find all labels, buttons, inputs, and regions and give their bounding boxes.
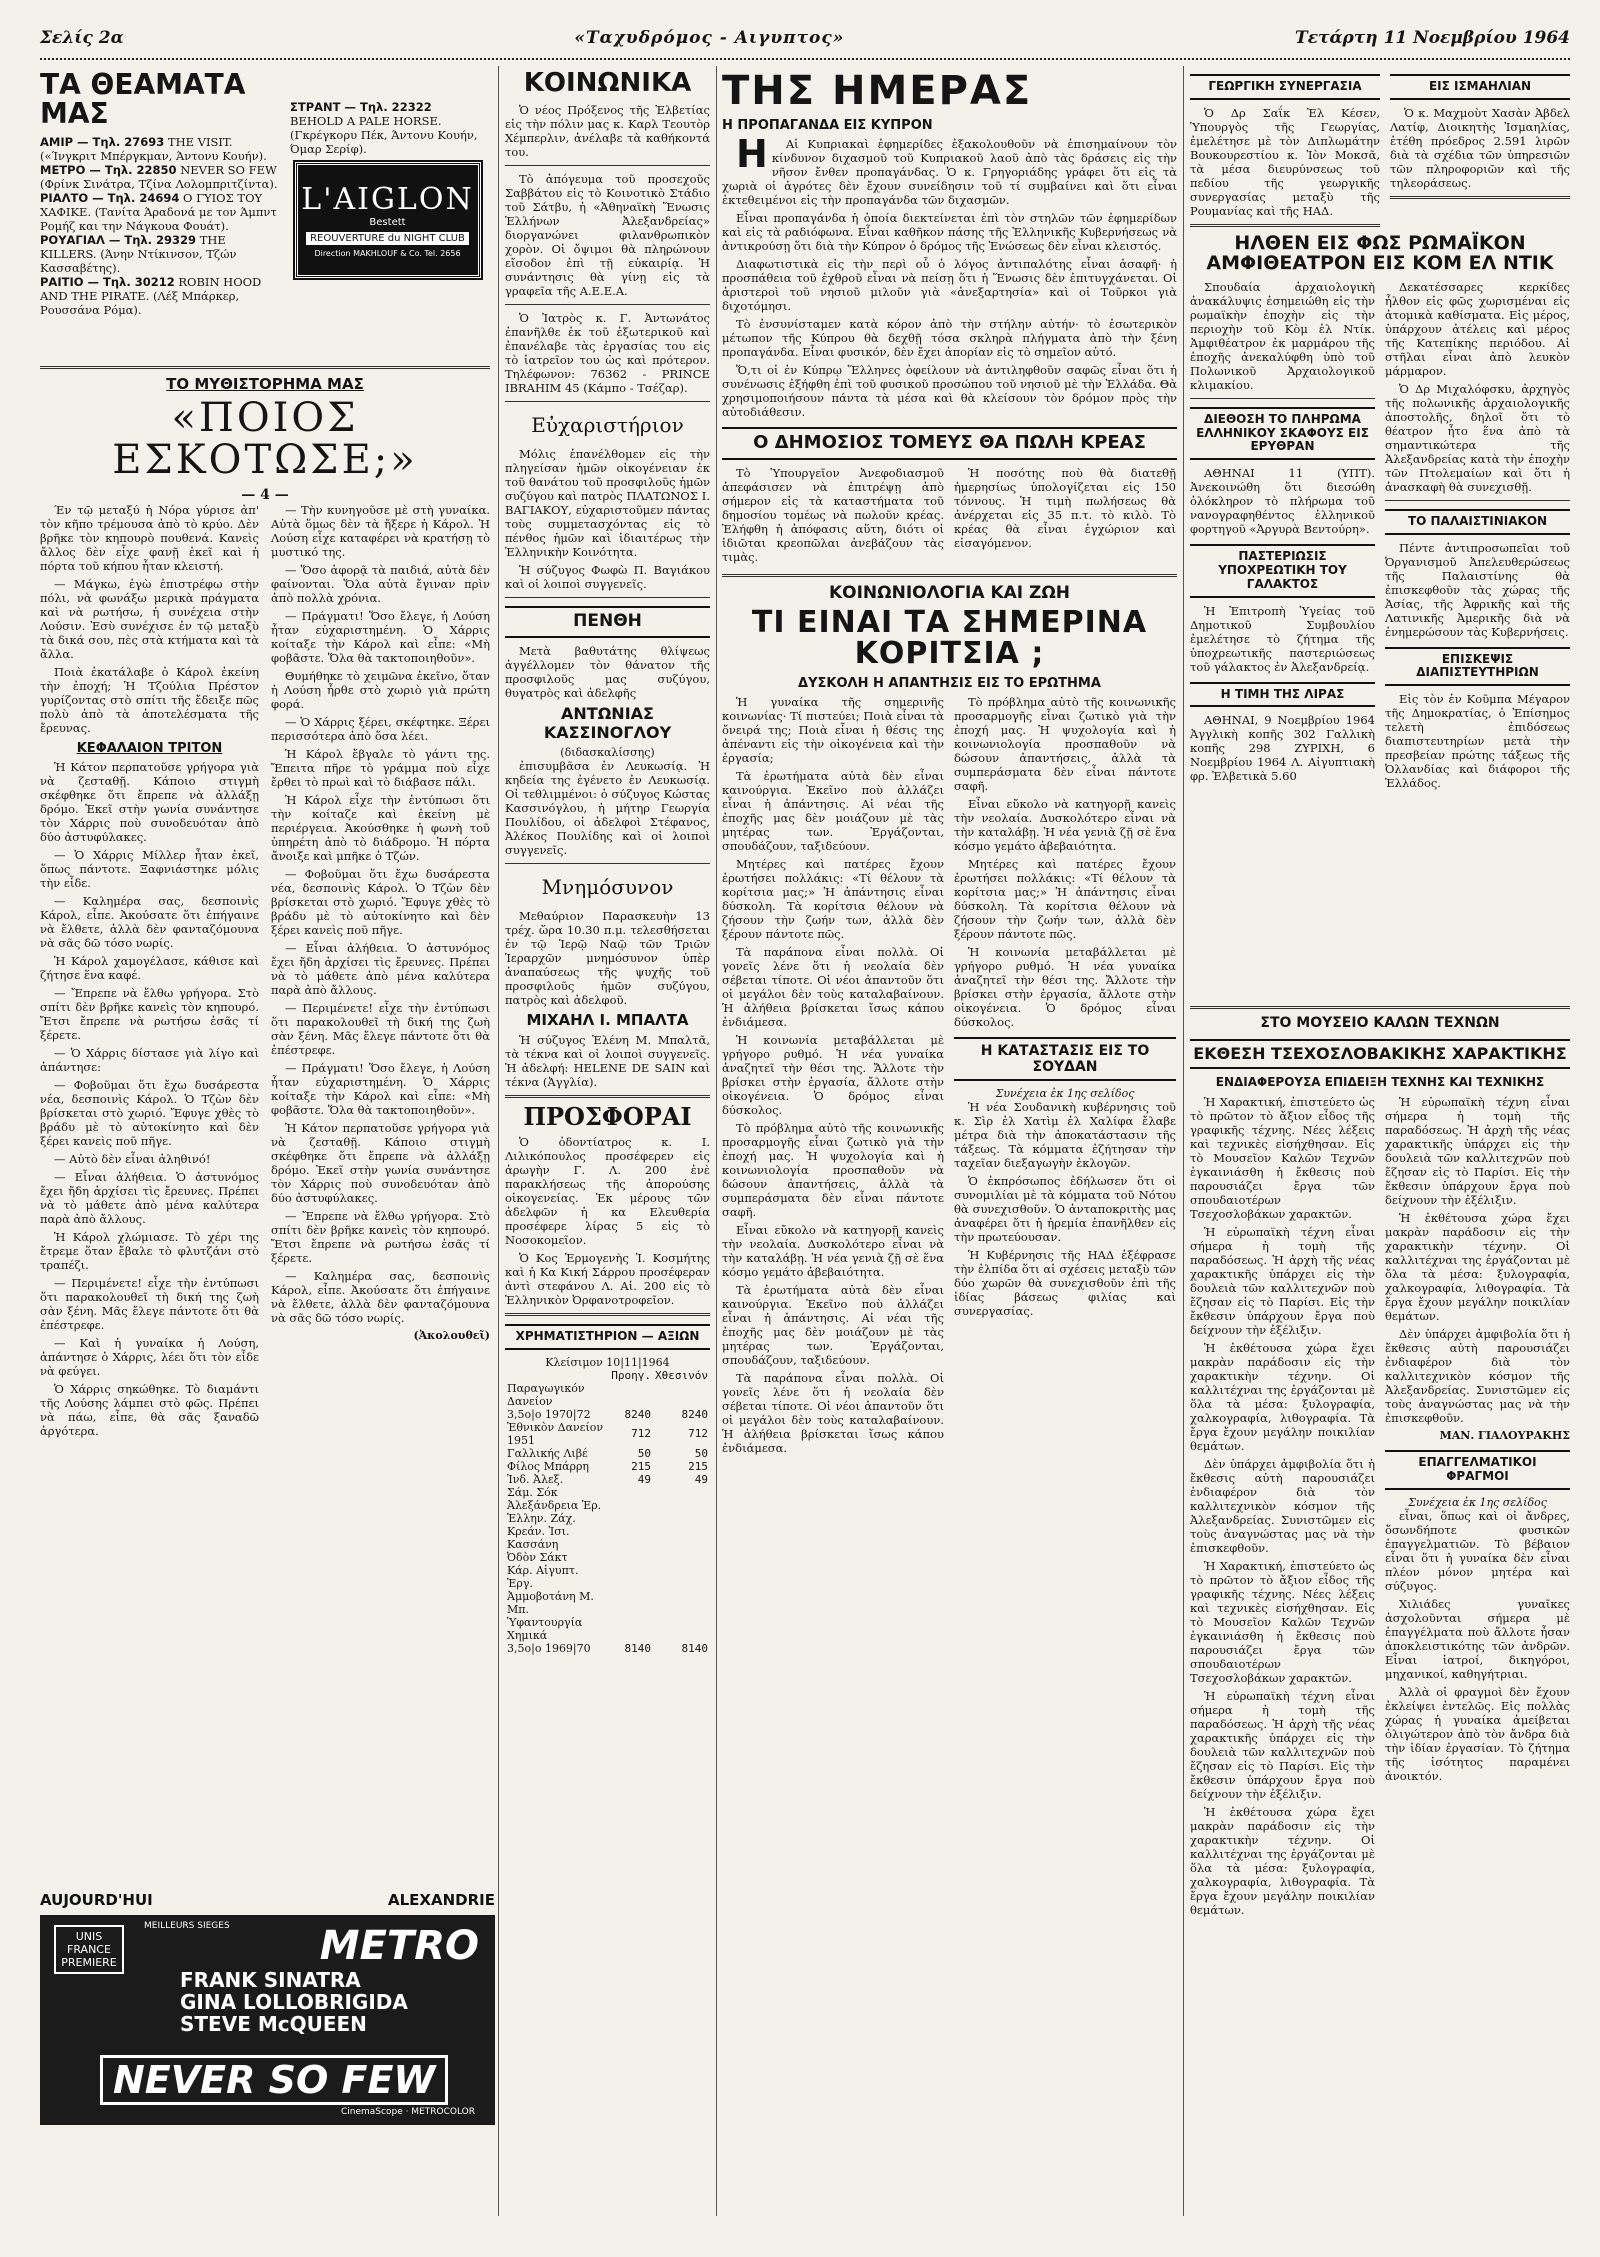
mourning-name: ΑΝΤΩΝΙΑΣ ΚΑΣΣΙΝΟΓΛΟΥ [543, 703, 672, 742]
bourse-value [609, 1564, 653, 1590]
bourse-value: 49 [637, 1472, 652, 1486]
life-paragraph: Τὰ παράπονα εἶναι πολλὰ. Οἱ γονεῖς λένε ὅτι ἡ νεολαία δὲν σέβεται τίποτε. Οἱ νέοι ἀπαντοῦν ὅτι οἱ μεγάλοι δὲν τοὺς καταλαβαίνουν. Ἡ ἀλήθεια βρίσκεται ἴσως κάπου ἐνδιάμεσα. [722, 1370, 944, 1455]
hull-text: ΑΘΗΝΑΙ 11 (ΥΠΤ). Ἀνεκοινώθη ὅτι διεσώθη ὁλόκληρον τὸ πλήρωμα τοῦ νανογραφηθέντος ἑλληνικοῦ φορτηγοῦ «Ἀργυρὰ Βεντούρη». [1190, 466, 1375, 537]
novel-paragraph: Ἡ Κάτον περπατοῦσε γρήγορα γιὰ νὰ ζεσταθῇ. Κάποιο στιγμὴ σκέφθηκε ὅτι ἔπρεπε νὰ ἀλλάξῃ δρόμο. Ἐκεῖ στὴν γωνία συνάντησε τὸν Χάρρις ποὺ συνοδευόταν ἀπὸ δύο ἀστυφύλακες. [271, 1121, 490, 1205]
novel-paragraph: — Φοβοῦμαι ὅτι ἔχω δυσάρεστα νέα, δεσποινὶς Κάρολ. Ὁ Τζὼν δὲν βρίσκεται στὸ χωριό. Ἔφυγε χθὲς τὸ βράδυ μὲ τὸ αὐτοκίνητο καὶ δὲν ξέρει κανεὶς ποῦ πῆγε. [271, 867, 490, 937]
offers-title: ΠΡΟΣΦΟΡΑΙ [523, 1101, 692, 1131]
bourse-value [653, 1382, 710, 1408]
novel-title: «ΠΟΙΟΣ ΕΣΚΟΤΩΣΕ;» [112, 395, 418, 483]
exhibition-section [1190, 1000, 1570, 2200]
bourse-security: 3,5ο|ο 1970|72 [507, 1407, 591, 1421]
public-sector-title: Ο ΔΗΜΟΣΙΟΣ ΤΟΜΕΥΣ ΘΑ ΠΩΛΗ ΚΡΕΑΣ [722, 427, 1177, 460]
social-paragraph: Ὁ Ἰατρὸς κ. Γ. Ἀντωνάτος ἐπανῆλθε ἐκ τοῦ ἐξωτερικοῦ καὶ ἐπανέλαβε τὰς ἐργασίας του εἰς τὸ ἰατρεῖον του ὡς καὶ πρότερον. Τηλέφωνον: 76362 - PRINCE IBRAHIM 45 (Κάμπο - Τσέζαρ). [505, 311, 710, 396]
bourse-security: 3,5ο|ο 1969|70 [507, 1641, 591, 1655]
theatre-film: ROBIN HOOD AND THE PIRATE. (Λέξ Μπάρκερ, Ρουσσάνα Ρόμα). [40, 274, 262, 317]
bourse-value [653, 1512, 710, 1525]
life-paragraph: Τὰ ἐρωτήματα αὐτὰ δὲν εἶναι καινούργια. Ἐκεῖνο ποὺ ἀλλάζει εἶναι ἡ ἀπάντησις. Αἱ νέαι τῆς ἐποχῆς μας δὲν μοιάζουν μὲ τὰς μητέρας των. Ἐργάζονται, σπουδάζουν, ταξιδεύουν. [722, 768, 944, 853]
novel-paragraph: Ἡ Κάρολ εἶχε τὴν ἐντύπωσι ὅτι τὴν κοίταζε καὶ ἐκείνη μὲ περιέργεια. Ἀκούσθηκε ἡ φωνὴ τοῦ ὑπηρέτη ἀπὸ τὸ διάδρομο. Ἡ πόρτα ἄνοιξε καὶ μπῆκε ὁ Τζών. [271, 793, 490, 863]
jobs-paragraph: εἶναι, ὅπως καὶ οἱ ἄνδρες, ὅσωνδήποτε φυσικῶν ἐπαγγελματιῶν. Τὸ βέβαιον εἶναι ὅτι ἡ γυναίκα δὲν εἶναι πλέον μόνον μητέρα καὶ σύζυγος. [1385, 1508, 1570, 1593]
novel-paragraph: — Πράγματι! Ὅσο ἔλεγε, ἡ Λούση ἦταν εὐχαριστημένη. Ὁ Χάρρις κοίταξε τὴν Κάρολ καὶ εἶπε: «Μὴ φοβᾶστε. Ὅλα θὰ τακτοποιηθοῦν». [271, 1061, 490, 1117]
exhibition-paragraph: Ἡ εὐρωπαϊκὴ τέχνη εἶναι σήμερα ἡ τομὴ τῆς παραδόσεως. Ἡ ἀρχὴ τῆς νέας χαρακτικῆς ὑπάρχει εἰς τὴν δουλειὰ τῶν καλλιτεχνῶν ποὺ ἔζησαν εἰς τὸ Παρίσι. Εἰς τὴν ἔκθεσιν ὑπάρχουν ἔργα ποὺ δείχνουν τὴν ἐξέλιξιν. [1190, 1689, 1375, 1802]
table-row [505, 1421, 710, 1447]
metro-ad-city: ALEXANDRIE [388, 1891, 495, 1909]
mourning-subtitle: (διδασκαλίσσης) [560, 745, 655, 759]
novel-paragraph: Ἡ Κάρολ χλώμιασε. Τὸ χέρι της ἔτρεμε ὅταν ἔβαλε τὸ φλυτζάνι στὸ τραπέζι. [40, 1230, 259, 1272]
novel-paragraph: Ἡ Κάρολ χαμογέλασε, κάθισε καὶ ζήτησε ἕνα καφέ. [40, 954, 259, 982]
exhibition-paragraph: Ἡ Χαρακτική, ἐπιστεύετο ὡς τὸ πρῶτον τὸ ἄξιον εἶδος τῆς γραφικῆς τέχνης. Νέες λέξεις καὶ τεχνικὲς εἰσήχθησαν. Εἰς τὸ Μουσεῖον Καλῶν Τεχνῶν ἐγκαινιάσθη ἡ ἔκθεσις ποὺ παρουσιάζει ἔργα τῶν σπουδαιοτέρων Τσεχοσλοβάκων χαρακτῶν. [1190, 1095, 1375, 1222]
exhibition-subtitle: ΕΝΔΙΑΦΕΡΟΥΣΑ ΕΠΙΔΕΙΞΗ ΤΕΧΝΗΣ ΚΑΙ ΤΕΧΝΙΚΗΣ [1215, 1075, 1545, 1090]
roman-paragraph: Ὁ Δρ Μιχαλόφσκυ, ἀρχηγὸς τῆς πολωνικῆς ἀρχαιολογικῆς ἀποστολῆς, δηλοῖ ὅτι τὸ θέατρον ἦτο ἕνα ἀπὸ τὰ σημαντικώτερα τῆς Ἀλεξανδρείας κατὰ τὴν ἐποχὴν τῶν Πτολεμαίων καὶ ὅτι ἡ ἀνασκαφὴ θὰ συνεχισθῇ. [1385, 381, 1570, 494]
day-paragraph-text: Αἱ Κυπριακαὶ ἐφημερίδες ἐξακολουθοῦν νὰ ἐπισημαίνουν τὸν κίνδυνον διχασμοῦ τοῦ Κυπριακοῦ λαοῦ ἀπὸ τὰς δράσεις εἰς τὴν νῆσον ἔνθεν προπαγάνδας. Ὁ κ. Γρηγοριάδης γράφει ὅτι εἰς τὰ χωριὰ οἱ ἀγρότες δὲν ἔχουν συνείδησιν τοῦ τί συμβαίνει καὶ ὅτι εἶναι ἐκτεθειμένοι εἰς τὴν προπαγάνδα τῶν διχασμῶν. [722, 137, 1177, 207]
bourse-value: 50 [637, 1446, 652, 1460]
table-row [505, 1447, 710, 1460]
table-row [505, 1551, 710, 1564]
bourse-value [653, 1538, 710, 1551]
column-social [505, 66, 710, 2216]
novel-paragraph: — Πράγματι! Ὅσο ἔλεγε, ἡ Λούση ἦταν εὐχαριστημένη. Ὁ Χάρρις κοίταξε τὴν Κάρολ καὶ εἶπε: «Μὴ φοβᾶστε. Ὅλα θὰ τακτοποιηθοῦν». [271, 609, 490, 665]
novel-paragraph: — Ὅσο ἀφορᾷ τὰ παιδιά, αὐτὰ δὲν φαίνονται. Ὅλα αὐτὰ ἔγιναν πρὶν ἀπὸ πολλὰ χρόνια. [271, 563, 490, 605]
bourse-title: ΧΡΗΜΑΤΙΣΤΗΡΙΟΝ — ΑΞΙΩΝ [505, 1324, 710, 1350]
life-kicker: ΚΟΙΝΩΝΙΟΛΟΓΙΑ ΚΑΙ ΖΩΗ [828, 582, 1071, 603]
bourse-value [609, 1538, 653, 1551]
life-paragraph: Ἡ κοινωνία μεταβάλλεται μὲ γρήγορο ρυθμό. Ἡ νέα γυναίκα ἀναζητεῖ τὴν θέσι της. Ἄλλοτε τὴν βρίσκει στὴν ἐργασία, ἄλλοτε στὴν οἰκογένεια. Ὁ δρόμος εἶναι δύσκολος. [722, 1032, 944, 1117]
jobs-continued: Συνέχεια ἐκ 1ης σελίδος [1408, 1495, 1547, 1509]
bourse-security: Ἑλλην. Ζάχ. [507, 1511, 576, 1525]
table-row [505, 1369, 710, 1382]
sudan-title: Η ΚΑΤΑΣΤΑΣΙΣ ΕΙΣ ΤΟ ΣΟΥΔΑΝ [954, 1037, 1176, 1081]
milk-text: Ἡ Ἐπιτροπὴ Ὑγείας τοῦ Δημοτικοῦ Συμβουλίου ἐμελέτησε τὸ ζήτημα τῆς ὑποχρεωτικῆς παστεριώσεως τοῦ γάλακτος ἐν Ἀλεξανδρείᾳ. [1190, 603, 1375, 674]
bourse-security: Κρεάν. Ἰσι. [507, 1524, 570, 1538]
column-day [722, 66, 1177, 2216]
milk-title: ΠΑΣΤΕΡΙΩΣΙΣ ΥΠΟΧΡΕΩΤΙΚΗ ΤΟΥ ΓΑΛΑΚΤΟΣ [1190, 544, 1375, 597]
theatre-listing [40, 135, 280, 317]
social-title: ΚΟΙΝΩΝΙΚΑ [523, 68, 692, 98]
sudan-paragraph: Ἡ Κυβέρνησις τῆς ΗΑΔ ἐξέφρασε τὴν ἐλπίδα ὅτι αἱ σχέσεις μεταξὺ τῶν δύο χωρῶν θὰ συνεχισθοῦν ἐπὶ τῆς ἰδίας βάσεως φιλίας καὶ συνεργασίας. [954, 1247, 1176, 1318]
novel-paragraph: — Φοβοῦμαι ὅτι ἔχω δυσάρεστα νέα, δεσποινὶς Κάρολ. Ὁ Τζὼν δὲν βρίσκεται στὸ χωριό. Ἔφυγε χθὲς τὸ βράδυ μὲ τὸ αὐτοκίνητο καὶ δὲν ξέρει κανεὶς ποῦ πῆγε. [40, 1078, 259, 1148]
bourse-security: Ἀμμοβοτάνη Μ. Μπ. [507, 1589, 594, 1616]
column-theatres-2 [290, 100, 485, 284]
table-row [505, 1460, 710, 1473]
table-row [505, 1486, 710, 1499]
bourse-security: Ἰνδ. Ἀλεξ. [507, 1472, 564, 1486]
table-row [505, 1629, 710, 1642]
page-number: Σελίς 2α [40, 28, 124, 48]
bourse-value: 49 [694, 1472, 708, 1486]
novel-paragraph: — Καὶ ἡ γυναίκα ἡ Λούση, ἀπάντησε ὁ Χάρρις, λέει ὅτι τὸν εἶδε νὰ φεύγει. [40, 1336, 259, 1378]
aiglon-direction: Direction MAKHLOUF & Co. Tel. 2656 [314, 249, 461, 258]
publication-name: «Ταχυδρόμος - Αιγυπτος» [574, 28, 845, 48]
novel-paragraph: — Καλημέρα σας, δεσποινὶς Κάρολ, εἶπε. Ἀκούσατε ὅτι ἐπήγαινε νὰ ἔλθετε, ἀλλὰ δὲν φανταζόμουνα νὰ σᾶς δῶ τόσο νωρίς. [40, 894, 259, 950]
novel-paragraph: — Ὁ Χάρρις Μίλλερ ἦταν ἐκεῖ, ὅπως πάντοτε. Ξαφνιάστηκε μόλις τὴν εἶδε. [40, 848, 259, 890]
novel-paragraph: — Ὁ Χάρρις δίστασε γιὰ λίγο καὶ ἀπάντησε: [40, 1046, 259, 1074]
metro-ad-section [40, 1885, 500, 2145]
roman-paragraph: Δεκατέσσαρες κερκίδες ἦλθον εἰς φῶς χωρισμέναι εἰς ἀτομικὰ καθίσματα. Εἰς μέρος, ὑπάρχουν ἀτέλεις καὶ μέρος τῆς Κατεπίκης περιόδου. Αἱ στῆλαι εἶναι ἀπὸ λευκὸν μάρμαρον. [1385, 279, 1570, 378]
day-subtitle: Η ΠΡΟΠΑΓΑΝΔΑ ΕΙΣ ΚΥΠΡΟΝ [722, 118, 933, 133]
theatre-listing [290, 100, 485, 156]
bourse-value [609, 1382, 653, 1408]
life-paragraph: Μητέρες καὶ πατέρες ἔχουν ἐρωτήσει πολλάκις: «Τί θέλουν τὰ κορίτσια μας;» Ἡ ἀπάντησις εἶναι δύσκολη. Τὰ κορίτσια θέλουν νὰ ζήσουν τὴν ζωήν των, ἀλλὰ δὲν ξέρουν πάντοτε πῶς. [954, 856, 1176, 941]
life-paragraph: Εἶναι εὔκολο νὰ κατηγορῇ κανεὶς τὴν νεολαία. Δυσκολότερο εἶναι νὰ τὴν καταλάβῃ. Ἡ νέα γενιὰ ζῇ σὲ ἕνα κόσμο γεμάτο ἀβεβαιότητα. [954, 796, 1176, 853]
novel-paragraph: — Αὐτὸ δὲν εἶναι ἀληθινό! [54, 1152, 211, 1166]
bourse-value [609, 1590, 653, 1616]
table-row [505, 1473, 710, 1486]
bourse-security: Φίλος Μπάρρη [507, 1459, 590, 1473]
jobs-paragraph: Ἀλλὰ οἱ φραγμοὶ δὲν ἔχουν ἐκλείψει ἐντελῶς. Εἰς πολλὰς χώρας ἡ γυναίκα ἀμείβεται ὀλιγώτερον ἀπὸ τὸν ἄνδρα διὰ τὴν ἰδίαν ἐργασίαν. Τὸ ζήτημα τῆς ἰσότητος παραμένει ἀνοικτόν. [1385, 1684, 1570, 1783]
bourse-value [609, 1512, 653, 1525]
sudan-paragraph: Ὁ ἐκπρόσωπος ἐδήλωσεν ὅτι οἱ συνομιλίαι μὲ τὰ κόμματα τοῦ Νότου θὰ συνεχισθοῦν. Ὁ ἀνταποκριτὴς μας ἀναφέρει ὅτι ἡ ἠρεμία ἐπανῆλθεν εἰς τὴν πρωτεύουσαν. [954, 1173, 1176, 1244]
social-paragraph: Τὸ ἀπόγευμα τοῦ προσεχοῦς Σαββάτου εἰς τὸ Κοινοτικὸ Στάδιο τοῦ Σάτβυ, ἡ «Ἀθηναϊκὴ Ἕνωσις Ἑλλήνων Ἀλεξανδρείας» διοργανώνει φιλανθρωπικὸν χορὸν. Οἱ ὄψιμοι θὰ πληρώνουν εἴσοδον ἐπὶ τῇ εὐκαιρίᾳ. Ἡ συνάντησις θὰ γίνῃ εἰς τὰ γραφεῖα τῆς Α.Ε.Ε.Α. [505, 172, 710, 299]
table-row [505, 1408, 710, 1421]
novel-section [40, 360, 490, 1438]
metro-ad-seats: MEILLEURS SIEGES [144, 1921, 230, 1931]
exhibition-title: ΕΚΘΕΣΗ ΤΣΕΧΟΣΛΟΒΑΚΙΚΗΣ ΧΑΡΑΚΤΙΚΗΣ [1190, 1039, 1570, 1069]
bourse-value [653, 1590, 710, 1616]
aiglon-sub: Bestett [369, 217, 406, 228]
bourse-value: 712 [631, 1427, 652, 1441]
metro-ad-premiere-badge: UNIS FRANCE PREMIERE [54, 1925, 124, 1974]
bourse-value [609, 1616, 653, 1629]
metro-ad-today: AUJOURD'HUI [40, 1891, 153, 1909]
theatre-name: ΡΙΑΛΤΟ — Τηλ. 24694 [40, 190, 180, 205]
social-paragraph: Ὁ νέος Πρόξενος τῆς Ἑλβετίας εἰς τὴν πόλιν μας κ. Καρλ Τεουτὸρ Χέμπερλιν, ἀνέλαβε τὰ καθήκοντά του. [505, 103, 710, 160]
issue-date: Τετάρτη 11 Νοεμβρίου 1964 [1295, 28, 1570, 48]
ismailia-title: ΕΙΣ ΙΣΜΑΗΛΙΑΝ [1390, 74, 1570, 100]
novel-kicker: ΤΟ ΜΥΘΙΣΤΟΡΗΜΑ ΜΑΣ [166, 375, 364, 393]
theatre-film: THE VISIT. («Ίνγκριτ Μπέργκμαν, Άντονυ Κουήν). [40, 134, 267, 163]
bourse-security: Ὑφαντουργία [507, 1615, 583, 1629]
life-paragraph: Μητέρες καὶ πατέρες ἔχουν ἐρωτήσει πολλάκις: «Τί θέλουν τὰ κορίτσια μας;» Ἡ ἀπάντησις εἶναι δύσκολη. Τὰ κορίτσια θέλουν νὰ ζήσουν τὴν ζωήν των, ἀλλὰ δὲν ξέρουν πάντοτε πῶς. [722, 856, 944, 941]
bourse-value: 712 [688, 1427, 708, 1441]
day-paragraph: Εἶναι προπαγάνδα ἡ ὁποία διεκτείνεται ἐπὶ τὸν στηλῶν τῶν ἐφημερίδων καὶ εἰς τὰ ραδιόφωνα. Εἶναι καθῆκον πάσης τῆς Ἑλληνικῆς Κυβερνήσεως νὰ ἀντικρούσῃ ὅτι διὰ τὴν Κύπρον ὁ δρόμος τῆς Ἑνώσεως δὲν εἶναι κλειστός. [722, 211, 1177, 253]
bourse-security: Κασσάνη [507, 1537, 559, 1551]
theatre-name: ΑΜΙΡ — Τηλ. 27693 [40, 134, 165, 149]
metro-ad-stars [180, 1969, 408, 2035]
exhibition-paragraph: Δὲν ὑπάρχει ἀμφιβολία ὅτι ἡ ἔκθεσις αὐτὴ παρουσιάζει ἐνδιαφέρον διὰ τὸν καλλιτεχνικὸν κόσμον τῆς Ἀλεξανδρείας. Συνιστῶμεν εἰς τοὺς ἀναγνώστας μας νὰ τὴν ἐπισκεφθοῦν. [1190, 1457, 1375, 1556]
sudan-continued: Συνέχεια ἐκ 1ης σελίδος [995, 1086, 1135, 1100]
table-row [505, 1499, 710, 1512]
bourse-security: Παραγωγικόν Δανείον [507, 1381, 585, 1408]
novel-paragraph: Ἡ Κάτον περπατοῦσε γρήγορα γιὰ νὰ ζεσταθῇ. Κάποιο στιγμὴ σκέφθηκε ὅτι ἔπρεπε νὰ ἀλλάξῃ δρόμο. Ἐκεῖ στὴν γωνία συνάντησε τὸν Χάρρις ποὺ συνοδευόταν ἀπὸ δύο ἀστυφύλακες. [40, 760, 259, 844]
table-row [505, 1525, 710, 1538]
novel-paragraph: — Ἔπρεπε νὰ ἔλθω γρήγορα. Στὸ σπίτι δὲν βρῆκε κανεὶς τὸν κηπουρό. Ἔτσι ἔπρεπε νὰ ρωτήσω ἐσᾶς τί ξέρετε. [271, 1209, 490, 1265]
bourse-value [609, 1629, 653, 1642]
metro-ad-format: CinemaScope · METROCOLOR [341, 2107, 475, 2117]
bourse-security: Γαλλικής Λιβέ [507, 1446, 588, 1460]
day-paragraph: Τὸ ἐνσυνίσταμεν κατὰ κόρον ἀπὸ τὴν στήλην αὐτήν· τὸ ἐσωτερικὸν μέτωπον τῆς Κύπρου θὰ δεχθῇ τόσα σκληρὰ πλήγματα ἀπὸ τὴν ξένη προπαγάνδα. Εἶναι φυσικόν, δὲν ἔχει ἀπορίαν εἰς τὸ σημεῖον αὐτό. [722, 317, 1177, 359]
theatres-title: ΤΑ ΘΕΑΜΑΤΑ ΜΑΣ [40, 68, 246, 131]
jobs-paragraph: Χιλιάδες γυναῖκες ἀσχολοῦνται σήμερα μὲ ἐπαγγέλματα ποὺ ἄλλοτε ἦσαν ἀποκλειστικότης τῶν ἀνδρῶν. Εἶναι ἰατροί, δικηγόροι, μηχανικοί, καθηγήτριαι. [1385, 1596, 1570, 1681]
table-row [505, 1590, 710, 1616]
bourse-security: Χημικά [507, 1628, 548, 1642]
theatre-film: BEHOLD A PALE HORSE. (Γκρέγκορυ Πέκ, Άντονυ Κουήν, Όμαρ Σερίφ). [290, 114, 478, 156]
exhibition-paragraph: Ἡ εὐρωπαϊκὴ τέχνη εἶναι σήμερα ἡ τομὴ τῆς παραδόσεως. Ἡ ἀρχὴ τῆς νέας χαρακτικῆς ὑπάρχει εἰς τὴν δουλειὰ τῶν καλλιτεχνῶν ποὺ ἔζησαν εἰς τὸ Παρίσι. Εἰς τὴν ἔκθεσιν ὑπάρχουν ἔργα ποὺ δείχνουν τὴν ἐξέλιξιν. [1385, 1095, 1570, 1208]
day-paragraph [722, 132, 1177, 207]
day-paragraph: Ὅ,τι οἱ ἐν Κύπρῳ Ἕλληνες ὀφείλουν νὰ ἀντιληφθοῦν σαφῶς εἶναι ὅτι ἡ συνένωσις ἐξήφθη ἐπὶ τοῦ φυσικοῦ προσώπου τοῦ νησιοῦ μὲ τὴν Ἑλλάδα. Θὰ χρησιμοποιήσουν πάντα τὰ μέσα καὶ θὰ κλείσουν τὸν δρόμον πρὸς τὴν αὐτοδιάθεσιν. [722, 363, 1177, 419]
masthead [40, 18, 1570, 60]
metro-ad-star: GINA LOLLOBRIGIDA [180, 1990, 408, 2014]
exhibition-paragraph: Ἡ ἐκθέτουσα χώρα ἔχει μακρὰν παράδοσιν εἰς τὴν χαρακτικὴν τέχνην. Οἱ καλλιτέχναι της ἐργάζονται μὲ ὅλα τὰ μέσα: ξυλογραφία, χαλκογραφία, λιθογραφία. Τὰ ἔργα ἔχουν μεγάλην ποικιλίαν θεμάτων. [1385, 1211, 1570, 1324]
life-paragraph: Τὰ παράπονα εἶναι πολλὰ. Οἱ γονεῖς λένε ὅτι ἡ νεολαία δὲν σέβεται τίποτε. Οἱ νέοι ἀπαντοῦν ὅτι οἱ μεγάλοι δὲν τοὺς καταλαβαίνουν. Ἡ ἀλήθεια βρίσκεται ἴσως κάπου ἐνδιάμεσα. [722, 944, 944, 1029]
novel-paragraph: — Ὁ Χάρρις ξέρει, σκέφτηκε. Ξέρει περισσότερα ἀπὸ ὅσα λέει. [271, 715, 490, 743]
table-row [505, 1382, 710, 1408]
roman-title: ΗΛΘΕΝ ΕΙΣ ΦΩΣ ΡΩΜΑΪΚΟΝ ΑΜΦΙΘΕΑΤΡΟΝ ΕΙΣ ΚΟΜ ΕΛ ΝΤΙΚ [1206, 232, 1554, 274]
bourse-date: Κλείσιμον 10|11|1964 [545, 1355, 670, 1369]
bourse-value: 215 [631, 1459, 652, 1473]
bourse-security: Κάρ. Αἰγυπτ. Ἐργ. [507, 1563, 579, 1590]
memorial-title: Μνημόσυνον [541, 874, 674, 899]
table-row [505, 1642, 710, 1655]
exhibition-paragraph: Ἡ ἐκθέτουσα χώρα ἔχει μακρὰν παράδοσιν εἰς τὴν χαρακτικὴν τέχνην. Οἱ καλλιτέχναι της ἐργάζονται μὲ ὅλα τὰ μέσα: ξυλογραφία, χαλκογραφία, λιθογραφία. Τὰ ἔργα ἔχουν μεγάλην ποικιλίαν θεμάτων. [1190, 1805, 1375, 1918]
bourse-value [653, 1551, 710, 1564]
theatre-film: THE KILLERS. (Άνην Ντίκινσον, Τζών Κασσαβέτης). [40, 232, 237, 275]
novel-paragraph: — Ἔπρεπε νὰ ἔλθω γρήγορα. Στὸ σπίτι δὲν βρῆκε κανεὶς τὸν κηπουρό. Ἔτσι ἔπρεπε νὰ ρωτήσω ἐσᾶς τί ξέρετε. [40, 986, 259, 1042]
metro-ad-star: STEVE McQUEEN [180, 2012, 367, 2036]
bourse-value [653, 1525, 710, 1538]
mourning-intro: Μετὰ βαθυτάτης θλίψεως ἀγγέλλομεν τὸν θάνατον τῆς προσφιλοῦς μας συζύγου, θυγατρὸς καὶ ἀδελφῆς [505, 643, 710, 700]
metro-advertisement [40, 1891, 495, 2125]
bourse-value: 8140 [624, 1641, 652, 1655]
novel-paragraph: — Περιμένετε! εἶχε τὴν ἐντύπωσι ὅτι παρακολουθεῖ τὴ δική της ζωὴ σὰν ξένη. Μᾶς ἔλεγε πάντοτε ὅτι θὰ ἐπέστρεφε. [271, 1001, 490, 1057]
novel-paragraph: — Μάγκω, ἐγὼ ἐπιστρέφω στὴν πόλι, νὰ φωνάξω μερικὰ πράγματα καὶ νὰ ρωτήσω, ἡ συνέχεια στὴν Λούσιν. Ἐσὺ συνέχισε ἐν τῷ μεταξὺ τὰ δικά σου, πὲς στὰ κτήματα καὶ τὰ ἄλλα. [40, 577, 259, 661]
mourning-title: ΠΕΝΘΗ [505, 606, 710, 638]
mourning-text: ἐπισυμβᾶσα ἐν Λευκωσίᾳ. Ἡ κηδεία της ἐγένετο ἐν Λευκωσίᾳ. Οἱ τεθλιμμένοι: ὁ σύζυγος Κώστας Κασσινόγλου, ἡ μήτηρ Γεωργία Πουλίδου, οἱ ἀδελφοὶ Στέφανος, Ἀλέκος Πουλίδης καὶ οἱ λοιποὶ συγγενεῖς. [505, 758, 710, 857]
public-sector-paragraph: Ἡ ποσότης ποὺ θὰ διατεθῇ ἡμερησίως ὑπολογίζεται εἰς 150 τόννους. Ἡ τιμὴ πωλήσεως θὰ ἀνέρχεται εἰς 35 π.τ. τὸ κιλὸ. Τὸ κρέας θὰ εἶναι ἐγχώριον καὶ εἰσαγόμενον. [954, 465, 1176, 550]
bourse-security: Ἀλεξάνδρεια Ἐρ. [507, 1498, 602, 1512]
life-paragraph: Ἡ γυναίκα τῆς σημερινῆς κοινωνίας· Τί πιστεύει; Ποιὰ εἶναι τὰ ὄνειρά της; Ποιὰ εἶναι ἡ θέσις της ἀπέναντι εἰς τὴν οἰκογένεια καὶ τὴν ἐργασία; [722, 694, 944, 765]
novel-installment: — 4 — [241, 487, 289, 503]
coop-title: ΓΕΩΡΓΙΚΗ ΣΥΝΕΡΓΑΣΙΑ [1190, 74, 1380, 100]
theatre-film: NEVER SO FEW (Φρίνκ Σινάτρα, Τζίνα Λολομπριτζίντα). [40, 162, 278, 191]
bourse-value: 8240 [624, 1407, 652, 1421]
novel-paragraph: Ἡ Κάρολ ἔβγαλε τὸ γάντι της. Ἔπειτα πῆρε τὸ γράμμα ποὺ εἶχε ἔρθει τὸ πρωὶ καὶ τὸ διάβασε πάλι. [271, 747, 490, 789]
novel-paragraph: Ὁ Χάρρις σηκώθηκε. Τὸ διαμάντι τῆς Λούσης λάμπει στὸ φῶς. Πρέπει νὰ πάω, εἶπε, θὰ σᾶς ξαναδῶ ἀργότερα. [40, 1382, 259, 1438]
exhibition-paragraph: Ἡ ἐκθέτουσα χώρα ἔχει μακρὰν παράδοσιν εἰς τὴν χαρακτικὴν τέχνην. Οἱ καλλιτέχναι της ἐργάζονται μὲ ὅλα τὰ μέσα: ξυλογραφία, χαλκογραφία, λιθογραφία. Τὰ ἔργα ἔχουν μεγάλην ποικιλίαν θεμάτων. [1190, 1341, 1375, 1454]
sudan-paragraph: Ἡ νέα Σουδανικὴ κυβέρνησις τοῦ κ. Σὶρ ἐλ Χατὶμ ἐλ Χαλίφα ἔλαβε μέτρα διὰ τὴν ἀποκατάστασιν τῆς τάξεως. Τὰ κόμματα ἐζήτησαν τὴν ταχεῖαν διεξαγωγὴν ἐκλογῶν. [954, 1099, 1176, 1170]
bourse-value: 8140 [681, 1641, 708, 1655]
memorial-signature: Ἡ σύζυγος Ἑλένη Μ. Μπαλτᾶ, τὰ τέκνα καὶ οἱ λοιποὶ συγγενεῖς. Ἡ ἀδελφή: HELENE DE SAIN καὶ τέκνα (Ἀγγλία). [505, 1032, 710, 1089]
life-paragraph: Ἡ κοινωνία μεταβάλλεται μὲ γρήγορο ρυθμό. Ἡ νέα γυναίκα ἀναζητεῖ τὴν θέσι της. Ἄλλοτε τὴν βρίσκει στὴν ἐργασία, ἄλλοτε στὴν οἰκογένεια. Ὁ δρόμος εἶναι δύσκολος. [954, 944, 1176, 1029]
metro-logo: METRO [319, 1923, 479, 1969]
aiglon-logo: L'AIGLON [301, 182, 474, 217]
table-row [505, 1564, 710, 1590]
bourse-table [505, 1369, 710, 1655]
theatre-name: ΜΕΤΡΟ — Τηλ. 22850 [40, 162, 177, 177]
bourse-security: Σάμ. Σόκ [507, 1485, 558, 1499]
novel-paragraph: — Τὴν κυνηγοῦσε μὲ στὴ γυναίκα. Αὐτὰ ὅμως δὲν τὰ ἤξερε ἡ Κάρολ. Ἡ Λούση εἶχε καταφέρει νὰ κρατήσῃ τὸ μυστικό της. [271, 503, 490, 559]
bourse-col-header: Προηγ. [611, 1368, 652, 1382]
memorial-name: ΜΙΧΑΗΛ Ι. ΜΠΑΛΤΑ [526, 1010, 689, 1029]
bourse-value [653, 1616, 710, 1629]
credentials-title: ΕΠΙΣΚΕΨΙΣ ΔΙΑΠΙΣΤΕΥΤΗΡΙΩΝ [1385, 647, 1570, 687]
ismailia-text: Ὁ κ. Μαχμοὺτ Χασὰν Ἀβδελ Λατίφ, Διοικητὴς Ἰσμαηλίας, ἐτέθη πρόεδρος 2.591 λιρῶν διὰ τὰ σχέδια τῶν ὑπηρεσιῶν τῶν πληροφοριῶν καὶ τῆς τηλεοράσεως. [1390, 105, 1570, 190]
exhibition-kicker: ΣΤΟ ΜΟΥΣΕΙΟ ΚΑΛΩΝ ΤΕΧΝΩΝ [1260, 1015, 1500, 1031]
coop-text: Ὁ Δρ Σαΐκ Ἐλ Κέσεν, Ὑπουργὸς τῆς Γεωργίας, ἐμελέτησε μὲ τὸν Διπλωμάτην Βουκουρεστίου κ. Ἰὸν Μοκσᾶ, τὰ μέσα διευρύνσεως τοῦ πεδίου τῆς γεωργικῆς συνεργασίας μεταξὺ τῆς Ρουμανίας καὶ τῆς ΗΑΔ. [1190, 105, 1380, 218]
theatre-film: Ο ΓΥΙΟΣ ΤΟΥ ΧΑΦΙΚΕ. (Τανίτα Άραδονά με τον Άμπντ Ρομήζ και την Νάγκουα Φουάτ). [40, 190, 277, 233]
palestine-text: Πέντε ἀντιπροσωπεῖαι τοῦ Ὀργανισμοῦ Ἀπελευθερώσεως τῆς Παλαιστίνης θὰ ἐπισκεφθοῦν τὰς χώρας τῆς Ἀσίας, τῆς Ἀφρικῆς καὶ τῆς Λατινικῆς Ἀμερικῆς διὰ νὰ ἐνημερώσουν τὰς Κυβερνήσεις. [1385, 540, 1570, 639]
memorial-text: Μεθαύριον Παρασκευὴν 13 τρέχ. ὥρα 10.30 π.μ. τελεσθήσεται ἐν τῷ Ἱερῷ Ναῷ τῶν Τριῶν Ἱεραρχῶν μνημόσυνον ὑπὲρ ἀναπαύσεως τῆς ψυχῆς τοῦ προσφιλοῦς ἡμῶν συζύγου, πατρὸς καὶ ἀδελφοῦ. [505, 908, 710, 1007]
life-paragraph: Τὰ ἐρωτήματα αὐτὰ δὲν εἶναι καινούργια. Ἐκεῖνο ποὺ ἀλλάζει εἶναι ἡ ἀπάντησις. Αἱ νέαι τῆς ἐποχῆς μας δὲν μοιάζουν μὲ τὰς μητέρας των. Ἐργάζονται, σπουδάζουν, ταξιδεύουν. [722, 1282, 944, 1367]
thanks-signature: Ἡ σύζυγος Φωφὼ Π. Βαγιάκου καὶ οἱ λοιποὶ συγγενεῖς. [505, 563, 710, 592]
novel-paragraph: Έν τῷ μεταξύ ἡ Νόρα γύρισε ἀπ' τὸν κῆπο τρέμουσα ἀπὸ τὸ κρύο. Δὲν βρῆκε τὸν κηπουρὸ πουθενά. Κανεὶς ἄλλος δὲν εἶχε φανῇ ἐκεῖ καὶ ἡ πόρτα τοῦ κήπου ἦταν κλειστή. [40, 503, 259, 573]
exhibition-paragraph: Ἡ εὐρωπαϊκὴ τέχνη εἶναι σήμερα ἡ τομὴ τῆς παραδόσεως. Ἡ ἀρχὴ τῆς νέας χαρακτικῆς ὑπάρχει εἰς τὴν δουλειὰ τῶν καλλιτεχνῶν ποὺ ἔζησαν εἰς τὸ Παρίσι. Εἰς τὴν ἔκθεσιν ὑπάρχουν ἔργα ποὺ δείχνουν τὴν ἐξέλιξιν. [1190, 1225, 1375, 1338]
life-paragraph: Τὸ πρόβλημα αὐτὸ τῆς κοινωνικῆς προσαρμογῆς εἶναι ζωτικὸ γιὰ τὴν ἐποχή μας. Ἡ ψυχολογία καὶ ἡ κοινωνιολογία προσπαθοῦν νὰ δώσουν ἀπαντήσεις, ἀλλὰ τὰ συμπεράσματα δὲν εἶναι πάντοτε σαφῆ. [954, 694, 1176, 793]
novel-paragraph: Ποιὰ ἐκατάλαβε ὁ Κάρολ ἐκείνη τὴν ἐποχή; Ἡ Τζούλια Πρέστον γυρίζοντας στὸ σπίτι τῆς ἔδειξε πῶς πολὺ ἀπὸ τὰ ἀποτελέσματα τῆς ἔρευνας. [40, 665, 259, 735]
metro-ad-film-title: NEVER SO FEW [100, 2055, 448, 2105]
roman-paragraph: Σπουδαία ἀρχαιολογικὴ ἀνακάλυψις ἐσημειώθη εἰς τὴν ρωμαϊκὴν ἐποχὴν εἰς τὴν περιοχὴν τοῦ Κὸμ ἐλ Ντίκ. Ἀμφιθέατρον ἐκ μαρμάρου τῆς ἐποχῆς ἀνεκαλύφθη ὑπὸ τοῦ Πολωνικοῦ Ἀρχαιολογικοῦ κλιμακίου. [1190, 279, 1375, 392]
bourse-value [653, 1499, 710, 1512]
bourse-value [653, 1629, 710, 1642]
bourse-value [609, 1525, 653, 1538]
palestine-title: ΤΟ ΠΑΛΑΙΣΤΙΝΙΑΚΟΝ [1385, 509, 1570, 535]
aiglon-tagline: REOUVERTURE du NIGHT CLUB [306, 232, 469, 245]
life-paragraph: Εἶναι εὔκολο νὰ κατηγορῇ κανεὶς τὴν νεολαία. Δυσκολότερο εἶναι νὰ τὴν καταλάβῃ. Ἡ νέα γενιὰ ζῇ σὲ ἕνα κόσμο γεμάτο ἀβεβαιότητα. [722, 1222, 944, 1279]
novel-chapter: ΚΕΦΑΛΑΙΟΝ ΤΡΙΤΟΝ [76, 741, 223, 756]
novel-paragraph: Θυμήθηκε τὸ χειμῶνα ἐκεῖνο, ὅταν ἡ Λούση ἦρθε στὸ χωριὸ γιὰ πρώτη φορά. [271, 669, 490, 711]
gold-text: ΑΘΗΝΑΙ, 9 Νοεμβρίου 1964 Ἀγγλικὴ κοπῆς 302 Γαλλικὴ κοπῆς 298 ΖΥΡΙΧΗ, 6 Νοεμβρίου 1964 Λ. Αἰγυπτιακὴ φρ. Ἑλβετικὰ 5.60 [1190, 713, 1375, 784]
day-paragraph: Διαφωτιστικὰ εἰς τὴν περὶ οὗ ὁ λόγος ἀντιπαλότης εἶναι ἀσαφῆ· ἡ προσπάθεια τοῦ ἐχθροῦ εἶναι νὰ πείσῃ ὅτι ἡ Ἕνωσις δὲν ἐπιτυγχάνεται. Οἱ ἀριστεροὶ τοῦ νησιοῦ μιλοῦν γιὰ «ἀνεξαρτησία» καὶ οἱ Τοῦρκοι γιὰ διχοτόμησι. [722, 257, 1177, 313]
hull-title: ΔΙΕΘΟΣΗ ΤΟ ΠΛΗΡΩΜΑ ΕΛΛΗΝΙΚΟΥ ΣΚΑΦΟΥΣ ΕΙΣ ΕΡΥΘΡΑΝ [1190, 407, 1375, 460]
bourse-security: Ἐθνικὸν Δανείον 1951 [507, 1420, 604, 1447]
theatre-name: ΡΑΙΤΙΟ — Τηλ. 30212 [40, 274, 175, 289]
exhibition-paragraph: Ἡ Χαρακτική, ἐπιστεύετο ὡς τὸ πρῶτον τὸ ἄξιον εἶδος τῆς γραφικῆς τέχνης. Νέες λέξεις καὶ τεχνικὲς εἰσήχθησαν. Εἰς τὸ Μουσεῖον Καλῶν Τεχνῶν ἐγκαινιάσθη ἡ ἔκθεσις ποὺ παρουσιάζει ἔργα τῶν σπουδαιοτέρων Τσεχοσλοβάκων χαρακτῶν. [1190, 1559, 1375, 1686]
table-row [505, 1616, 710, 1629]
exhibition-author: ΜΑΝ. ΓΙΑΛΟΥΡΑΚΗΣ [1439, 1429, 1570, 1443]
metro-ad-star: FRANK SINATRA [180, 1968, 361, 1992]
metro-ad-header [40, 1891, 495, 1913]
bourse-value: 215 [688, 1459, 708, 1473]
novel-paragraph: — Περιμένετε! εἶχε τὴν ἐντύπωσι ὅτι παρακολουθεῖ τὴ δική της ζωὴ σὰν ξένη. Μᾶς ἔλεγε πάντοτε ὅτι θὰ ἐπέστρεφε. [40, 1276, 259, 1332]
life-title: ΤΙ ΕΙΝΑΙ ΤΑ ΣΗΜΕΡΙΝΑ ΚΟΡΙΤΣΙΑ ; [751, 604, 1148, 672]
novel-paragraph: — Καλημέρα σας, δεσποινὶς Κάρολ, εἶπε. Ἀκούσατε ὅτι ἐπήγαινε νὰ ἔλθετε, ἀλλὰ δὲν φανταζόμουνα νὰ σᾶς δῶ τόσο νωρίς. [271, 1269, 490, 1325]
novel-paragraph: — Εἶναι ἀλήθεια. Ὁ ἀστυνόμος ἔχει ἤδη ἀρχίσει τὶς ἔρευνες. Πρέπει νὰ τὸ μάθετε ἀπὸ μένα καλύτερα παρὰ ἀπὸ ἄλλους. [40, 1170, 259, 1226]
novel-continued: (Ἀκολουθεῖ) [413, 1329, 490, 1342]
bourse-security: Ὀδὸν Σάκτ [507, 1550, 568, 1564]
bourse-value [653, 1486, 710, 1499]
offers-text: Ὁ ὀδοντίατρος κ. Ι. Λιλικόπουλος προσέφερεν εἰς ἀρωγὴν Γ. Λ. 200 ἐνὲ παρακλήσεως τῆς ἀπορούσης οἰκογενείας. Ἐκ μέρους τῶν ἀδελφῶν ἡ κα Ελευθερία προσέφερε λίρας 5 εἰς τὸ Νοσοκομεῖον. [505, 1135, 710, 1248]
life-subtitle: ΔΥΣΚΟΛΗ Η ΑΠΑΝΤΗΣΙΣ ΕΙΣ ΤΟ ΕΡΩΤΗΜΑ [798, 675, 1101, 691]
column-theatres [40, 66, 280, 317]
table-row [505, 1538, 710, 1551]
credentials-text: Εἰς τὸν ἐν Κοῦμπα Μέγαρον τῆς Δημοκρατίας, ὁ Ἐπίσημος τελετὴ ἐπιδόσεως διαπιστευτηρίων μετὰ τὴν πρεσβείαν πρώτης τάξεως τῆς Ὀλλανδίας καὶ διάφοροι τῆς Ἑλλάδος. [1385, 692, 1570, 791]
thanks-text: Μόλις ἐπανέλθομεν εἰς τὴν πληγείσαν ἡμῶν οἰκογένειαν ἐκ τοῦ θανάτου τοῦ προσφιλοῦς ἡμῶν συζύγου καὶ πατρὸς ΠΛΑΤΩΝΟΣ Ι. ΒΑΓΙΑΚΟΥ, εὐχαριστοῦμεν πάντας τοὺς συμμετασχόντας εἰς τὸ πένθος ἡμῶν καὶ ἰδιαιτέρως τὴν Ἑλληνικὴν Κοινότητα. [505, 447, 710, 560]
jobs-title: ΕΠΑΓΓΕΛΜΑΤΙΚΟΙ ΦΡΑΓΜΟΙ [1385, 1450, 1570, 1490]
bourse-value: 8240 [681, 1407, 708, 1421]
day-title: ΤΗΣ ΗΜΕΡΑΣ [722, 68, 1033, 114]
public-sector-paragraph: Τὸ Ὑπουργεῖον Ἀνεφοδιασμοῦ ἀπεφάσισεν νὰ ἐπιτρέψῃ ἀπὸ σήμερον εἰς τὰ καταστήματα τοῦ δημοσίου τομέως νὰ πωλοῦν κρέας. Ἐλήφθη ἡ ἀπόφασις αὕτη, διότι οἱ ἰδιῶται κρεοπῶλαι ἀνεβάζουν τὰς τιμὰς. [722, 465, 944, 564]
novel-paragraph: — Εἶναι ἀλήθεια. Ὁ ἀστυνόμος ἔχει ἤδη ἀρχίσει τὶς ἔρευνες. Πρέπει νὰ τὸ μάθετε ἀπὸ μένα καλύτερα παρὰ ἀπὸ ἄλλους. [271, 941, 490, 997]
bourse-col-header: Χθεσινόν [655, 1368, 708, 1382]
bourse-value [609, 1499, 653, 1512]
dropcap-letter: Η [736, 132, 768, 176]
life-paragraph: Τὸ πρόβλημα αὐτὸ τῆς κοινωνικῆς προσαρμογῆς εἶναι ζωτικὸ γιὰ τὴν ἐποχή μας. Ἡ ψυχολογία καὶ ἡ κοινωνιολογία προσπαθοῦν νὰ δώσουν ἀπαντήσεις, ἀλλὰ τὰ συμπεράσματα δὲν εἶναι πάντοτε σαφῆ. [722, 1120, 944, 1219]
bourse-value [609, 1486, 653, 1499]
thanks-title: Εὐχαριστήριον [531, 413, 684, 438]
theatre-name: ΡΟΥΑΓΙΑΛ — Τηλ. 29329 [40, 232, 197, 247]
gold-title: Η ΤΙΜΗ ΤΗΣ ΛΙΡΑΣ [1190, 682, 1375, 708]
exhibition-paragraph: Δὲν ὑπάρχει ἀμφιβολία ὅτι ἡ ἔκθεσις αὐτὴ παρουσιάζει ἐνδιαφέρον διὰ τὸν καλλιτεχνικὸν κόσμον τῆς Ἀλεξανδρείας. Συνιστῶμεν εἰς τοὺς ἀναγνώστας μας νὰ τὴν ἐπισκεφθοῦν. [1385, 1327, 1570, 1426]
aiglon-advertisement [295, 162, 481, 278]
offers-text: Ὁ Κος Ἑρμογενὴς Ἰ. Κοσμήτης καὶ ἡ Κα Κική Σάρρου προσέφεραν ἀντὶ στεφάνου Λ. Αἰ. 200 εἰς τὸ Ἑλληνικὸν Ὀρφανοτροφεῖον. [505, 1251, 710, 1308]
bourse-value [653, 1564, 710, 1590]
bourse-value [609, 1551, 653, 1564]
bourse-value: 50 [694, 1446, 708, 1460]
theatre-name: ΣΤΡΑΝΤ — Τηλ. 22322 [290, 100, 432, 114]
table-row [505, 1512, 710, 1525]
